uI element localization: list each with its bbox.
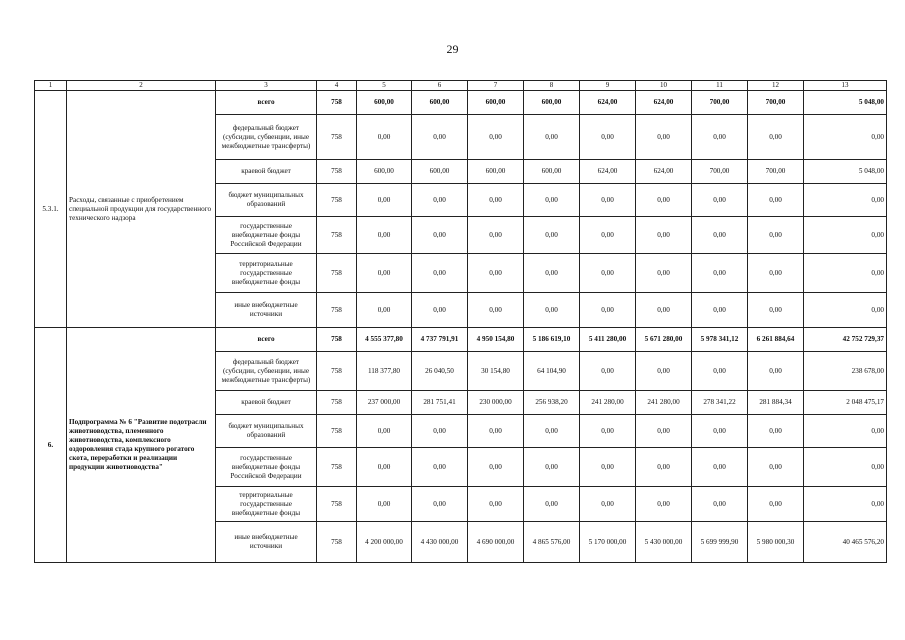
amount-cell: 0,00 xyxy=(692,415,748,448)
amount-cell: 0,00 xyxy=(412,217,468,254)
amount-cell: 5 411 280,00 xyxy=(580,328,636,352)
amount-cell: 0,00 xyxy=(468,254,524,293)
amount-cell: 600,00 xyxy=(524,91,580,115)
budget-code-cell: 758 xyxy=(317,184,357,217)
column-header: 11 xyxy=(692,81,748,91)
amount-cell: 4 690 000,00 xyxy=(468,522,524,563)
funding-source: краевой бюджет xyxy=(216,160,317,184)
column-header: 9 xyxy=(580,81,636,91)
amount-cell: 0,00 xyxy=(412,415,468,448)
total-amount-cell: 0,00 xyxy=(804,254,887,293)
amount-cell: 0,00 xyxy=(524,487,580,522)
column-header: 8 xyxy=(524,81,580,91)
amount-cell: 5 170 000,00 xyxy=(580,522,636,563)
amount-cell: 624,00 xyxy=(636,91,692,115)
funding-source: государственные внебюджетные фонды Российской Федерации xyxy=(216,448,317,487)
amount-cell: 0,00 xyxy=(748,115,804,160)
amount-cell: 5 671 280,00 xyxy=(636,328,692,352)
amount-cell: 0,00 xyxy=(748,254,804,293)
budget-table xyxy=(34,80,887,563)
amount-cell: 4 200 000,00 xyxy=(357,522,412,563)
amount-cell: 0,00 xyxy=(692,217,748,254)
amount-cell: 600,00 xyxy=(468,91,524,115)
amount-cell: 0,00 xyxy=(692,115,748,160)
amount-cell: 5 978 341,12 xyxy=(692,328,748,352)
amount-cell: 600,00 xyxy=(412,91,468,115)
funding-source: всего xyxy=(216,91,317,115)
amount-cell: 0,00 xyxy=(692,293,748,328)
amount-cell: 0,00 xyxy=(580,293,636,328)
item-code: 5.3.1. xyxy=(35,91,67,328)
funding-source: государственные внебюджетные фонды Российской Федерации xyxy=(216,217,317,254)
budget-code-cell: 758 xyxy=(317,217,357,254)
amount-cell: 4 430 000,00 xyxy=(412,522,468,563)
total-amount-cell: 0,00 xyxy=(804,415,887,448)
amount-cell: 0,00 xyxy=(636,254,692,293)
amount-cell: 4 555 377,80 xyxy=(357,328,412,352)
total-amount-cell: 0,00 xyxy=(804,115,887,160)
amount-cell: 4 737 791,91 xyxy=(412,328,468,352)
amount-cell: 0,00 xyxy=(636,184,692,217)
total-amount-cell: 238 678,00 xyxy=(804,352,887,391)
budget-code-cell: 758 xyxy=(317,415,357,448)
amount-cell: 0,00 xyxy=(412,448,468,487)
column-header: 10 xyxy=(636,81,692,91)
total-amount-cell: 0,00 xyxy=(804,217,887,254)
amount-cell: 0,00 xyxy=(580,115,636,160)
amount-cell: 0,00 xyxy=(580,184,636,217)
amount-cell: 281 884,34 xyxy=(748,391,804,415)
amount-cell: 5 186 619,10 xyxy=(524,328,580,352)
total-amount-cell: 0,00 xyxy=(804,487,887,522)
amount-cell: 0,00 xyxy=(468,487,524,522)
column-header: 2 xyxy=(67,81,216,91)
amount-cell: 6 261 884,64 xyxy=(748,328,804,352)
amount-cell: 0,00 xyxy=(636,293,692,328)
amount-cell: 0,00 xyxy=(468,184,524,217)
amount-cell: 0,00 xyxy=(357,293,412,328)
total-amount-cell: 0,00 xyxy=(804,184,887,217)
amount-cell: 256 938,20 xyxy=(524,391,580,415)
amount-cell: 600,00 xyxy=(357,91,412,115)
amount-cell: 0,00 xyxy=(357,115,412,160)
amount-cell: 600,00 xyxy=(468,160,524,184)
amount-cell: 0,00 xyxy=(357,254,412,293)
table-row-total xyxy=(35,328,887,352)
funding-source: бюджет муниципальных образований xyxy=(216,415,317,448)
budget-code-cell: 758 xyxy=(317,91,357,115)
amount-cell: 0,00 xyxy=(524,217,580,254)
budget-code-cell: 758 xyxy=(317,391,357,415)
amount-cell: 600,00 xyxy=(357,160,412,184)
amount-cell: 700,00 xyxy=(692,91,748,115)
total-amount-cell: 2 048 475,17 xyxy=(804,391,887,415)
amount-cell: 0,00 xyxy=(468,415,524,448)
amount-cell: 0,00 xyxy=(692,254,748,293)
amount-cell: 0,00 xyxy=(468,293,524,328)
budget-code-cell: 758 xyxy=(317,522,357,563)
funding-source: федеральный бюджет (субсидии, субвенции, иные межбюджетные трансферты) xyxy=(216,115,317,160)
budget-code-cell: 758 xyxy=(317,115,357,160)
total-amount-cell: 5 048,00 xyxy=(804,160,887,184)
budget-code-cell: 758 xyxy=(317,448,357,487)
amount-cell: 30 154,80 xyxy=(468,352,524,391)
amount-cell: 64 104,90 xyxy=(524,352,580,391)
column-header: 12 xyxy=(748,81,804,91)
amount-cell: 0,00 xyxy=(468,448,524,487)
amount-cell: 0,00 xyxy=(692,448,748,487)
table-row-total xyxy=(35,91,887,115)
amount-cell: 600,00 xyxy=(412,160,468,184)
amount-cell: 230 000,00 xyxy=(468,391,524,415)
budget-code-cell: 758 xyxy=(317,352,357,391)
funding-source: всего xyxy=(216,328,317,352)
amount-cell: 0,00 xyxy=(636,415,692,448)
amount-cell: 0,00 xyxy=(692,352,748,391)
column-header: 4 xyxy=(317,81,357,91)
funding-source: территориальные государственные внебюджетные фонды xyxy=(216,254,317,293)
amount-cell: 700,00 xyxy=(748,160,804,184)
funding-source: территориальные государственные внебюджетные фонды xyxy=(216,487,317,522)
amount-cell: 0,00 xyxy=(748,415,804,448)
amount-cell: 0,00 xyxy=(748,217,804,254)
amount-cell: 0,00 xyxy=(636,217,692,254)
amount-cell: 0,00 xyxy=(412,487,468,522)
amount-cell: 0,00 xyxy=(580,352,636,391)
amount-cell: 0,00 xyxy=(748,487,804,522)
funding-source: иные внебюджетные источники xyxy=(216,522,317,563)
funding-source: бюджет муниципальных образований xyxy=(216,184,317,217)
amount-cell: 0,00 xyxy=(580,217,636,254)
amount-cell: 0,00 xyxy=(748,448,804,487)
amount-cell: 5 430 000,00 xyxy=(636,522,692,563)
item-name: Подпрограмма № 6 "Развитие подотрасли животноводства, племенного животноводства, комплексного оздоровления стада крупного рогатого скота, переработки и реализации продукции животноводства" xyxy=(67,328,216,563)
amount-cell: 0,00 xyxy=(357,448,412,487)
budget-code-cell: 758 xyxy=(317,328,357,352)
total-amount-cell: 0,00 xyxy=(804,293,887,328)
amount-cell: 624,00 xyxy=(580,160,636,184)
amount-cell: 241 280,00 xyxy=(580,391,636,415)
amount-cell: 0,00 xyxy=(412,254,468,293)
amount-cell: 0,00 xyxy=(524,184,580,217)
budget-code-cell: 758 xyxy=(317,487,357,522)
amount-cell: 624,00 xyxy=(636,160,692,184)
amount-cell: 0,00 xyxy=(636,448,692,487)
amount-cell: 0,00 xyxy=(580,254,636,293)
funding-source: иные внебюджетные источники xyxy=(216,293,317,328)
amount-cell: 278 341,22 xyxy=(692,391,748,415)
page-number: 29 xyxy=(446,42,459,56)
budget-code-cell: 758 xyxy=(317,160,357,184)
amount-cell: 624,00 xyxy=(580,91,636,115)
amount-cell: 0,00 xyxy=(524,293,580,328)
column-header: 5 xyxy=(357,81,412,91)
amount-cell: 0,00 xyxy=(748,293,804,328)
budget-code-cell: 758 xyxy=(317,293,357,328)
amount-cell: 0,00 xyxy=(636,352,692,391)
amount-cell: 241 280,00 xyxy=(636,391,692,415)
amount-cell: 5 980 000,30 xyxy=(748,522,804,563)
total-amount-cell: 5 048,00 xyxy=(804,91,887,115)
amount-cell: 0,00 xyxy=(357,184,412,217)
amount-cell: 700,00 xyxy=(692,160,748,184)
amount-cell: 0,00 xyxy=(524,254,580,293)
amount-cell: 0,00 xyxy=(524,115,580,160)
amount-cell: 0,00 xyxy=(580,487,636,522)
total-amount-cell: 0,00 xyxy=(804,448,887,487)
amount-cell: 0,00 xyxy=(357,487,412,522)
amount-cell: 118 377,80 xyxy=(357,352,412,391)
column-header: 3 xyxy=(216,81,317,91)
amount-cell: 281 751,41 xyxy=(412,391,468,415)
amount-cell: 0,00 xyxy=(468,115,524,160)
total-amount-cell: 42 752 729,37 xyxy=(804,328,887,352)
funding-source: краевой бюджет xyxy=(216,391,317,415)
funding-source: федеральный бюджет (субсидии, субвенции, иные межбюджетные трансферты) xyxy=(216,352,317,391)
amount-cell: 0,00 xyxy=(692,184,748,217)
amount-cell: 4 950 154,80 xyxy=(468,328,524,352)
amount-cell: 700,00 xyxy=(748,91,804,115)
amount-cell: 0,00 xyxy=(468,217,524,254)
amount-cell: 237 000,00 xyxy=(357,391,412,415)
amount-cell: 26 040,50 xyxy=(412,352,468,391)
amount-cell: 0,00 xyxy=(524,448,580,487)
amount-cell: 0,00 xyxy=(636,487,692,522)
column-header: 1 xyxy=(35,81,67,91)
column-number-row xyxy=(35,81,887,91)
amount-cell: 0,00 xyxy=(748,184,804,217)
column-header: 7 xyxy=(468,81,524,91)
item-name: Расходы, связанные с приобретением специальной продукции для государственного технического надзора xyxy=(67,91,216,328)
total-amount-cell: 40 465 576,20 xyxy=(804,522,887,563)
amount-cell: 0,00 xyxy=(580,415,636,448)
amount-cell: 0,00 xyxy=(357,217,412,254)
column-header: 6 xyxy=(412,81,468,91)
amount-cell: 0,00 xyxy=(748,352,804,391)
amount-cell: 0,00 xyxy=(412,184,468,217)
item-code: 6. xyxy=(35,328,67,563)
amount-cell: 0,00 xyxy=(357,415,412,448)
budget-code-cell: 758 xyxy=(317,254,357,293)
amount-cell: 0,00 xyxy=(636,115,692,160)
amount-cell: 600,00 xyxy=(524,160,580,184)
column-header: 13 xyxy=(804,81,887,91)
amount-cell: 0,00 xyxy=(580,448,636,487)
amount-cell: 5 699 999,90 xyxy=(692,522,748,563)
amount-cell: 0,00 xyxy=(412,293,468,328)
amount-cell: 4 865 576,00 xyxy=(524,522,580,563)
amount-cell: 0,00 xyxy=(692,487,748,522)
amount-cell: 0,00 xyxy=(412,115,468,160)
amount-cell: 0,00 xyxy=(524,415,580,448)
